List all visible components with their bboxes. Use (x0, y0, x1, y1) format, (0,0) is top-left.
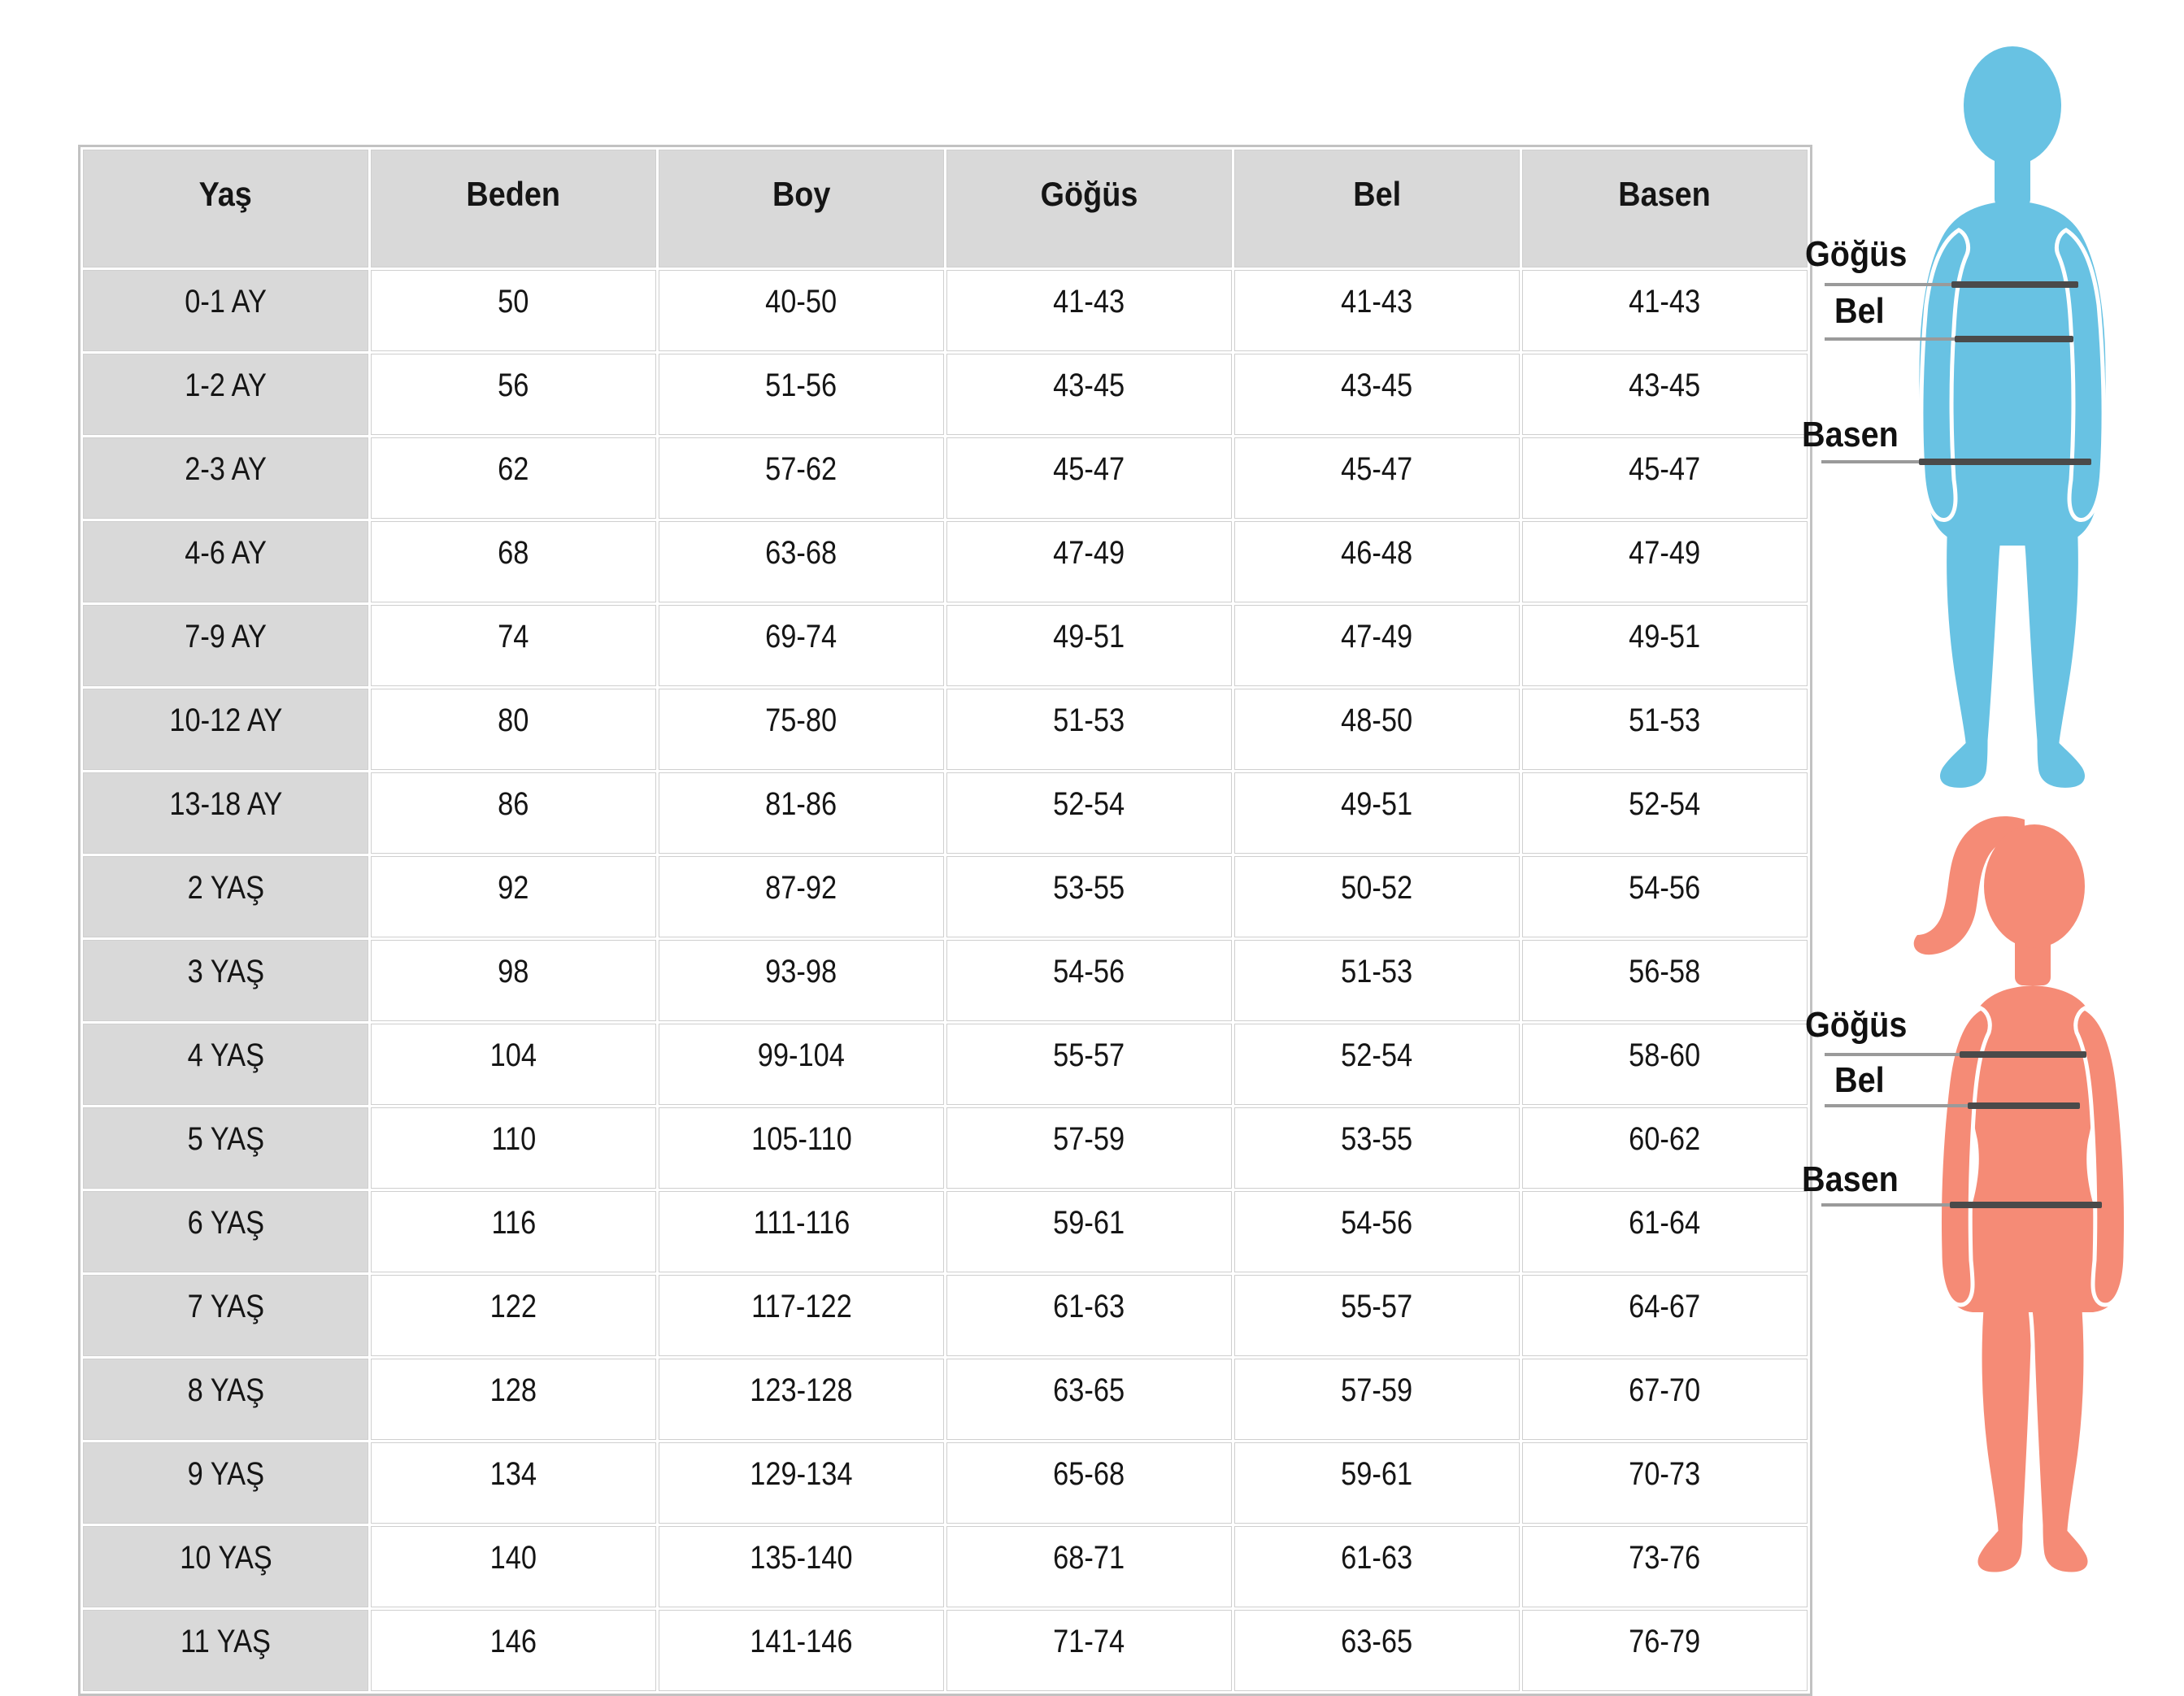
cell-value: 70-73 (1629, 1456, 1701, 1492)
cell-value: 10 YAŞ (179, 1540, 272, 1576)
boy-silhouette (1890, 37, 2134, 813)
cell-value: 6 YAŞ (187, 1205, 264, 1241)
cell-value: 65-68 (1053, 1456, 1125, 1492)
cell-value: 7-9 AY (185, 619, 267, 654)
cell-value: 4-6 AY (185, 535, 267, 571)
table-cell (1522, 1107, 1808, 1189)
row-header (83, 605, 368, 686)
cell-value: 116 (491, 1205, 536, 1241)
table-cell (659, 772, 944, 854)
table-cell (946, 270, 1232, 351)
row-header (83, 1107, 368, 1189)
table-cell (946, 772, 1232, 854)
cell-value: 57-59 (1053, 1121, 1125, 1157)
header-row (83, 150, 1808, 267)
table-cell (1522, 1191, 1808, 1272)
cell-value: 47-49 (1341, 619, 1413, 654)
boy-hip-measure-segment (1919, 459, 2091, 465)
table-cell (659, 856, 944, 937)
column-header-label: Bel (1353, 175, 1401, 213)
cell-value: 86 (498, 786, 529, 822)
cell-value: 0-1 AY (185, 284, 267, 320)
cell-value: 59-61 (1341, 1456, 1413, 1492)
column-header-label: Yaş (198, 175, 253, 213)
cell-value: 51-53 (1629, 702, 1701, 738)
cell-value: 68 (498, 535, 529, 571)
cell-value: 8 YAŞ (187, 1372, 264, 1408)
table-cell (371, 1526, 656, 1607)
girl-silhouette (1903, 805, 2163, 1589)
table-cell (1234, 437, 1520, 519)
table-cell (659, 1024, 944, 1105)
cell-value: 40-50 (765, 284, 837, 320)
column-header-label: Basen (1618, 175, 1712, 213)
cell-value: 51-53 (1341, 954, 1413, 989)
table-body (83, 270, 1808, 1691)
cell-value: 58-60 (1629, 1037, 1701, 1073)
row-header (83, 521, 368, 602)
table-cell (371, 605, 656, 686)
cell-value: 134 (489, 1456, 537, 1492)
table-cell (371, 1024, 656, 1105)
row-header (83, 1610, 368, 1691)
cell-value: 104 (489, 1037, 537, 1073)
column-header-label: Beden (466, 175, 561, 213)
table-cell (659, 689, 944, 770)
column-header (659, 150, 944, 267)
girl-chest-line (1825, 1053, 1975, 1056)
table-header (83, 150, 1808, 267)
table-cell (1522, 689, 1808, 770)
table-cell (946, 354, 1232, 435)
table-cell (659, 437, 944, 519)
row-header (83, 1191, 368, 1272)
table-cell (1234, 940, 1520, 1021)
cell-value: 98 (498, 954, 529, 989)
cell-value: 3 YAŞ (187, 954, 264, 989)
column-header (1522, 150, 1808, 267)
column-header-label: Boy (772, 175, 831, 213)
cell-value: 146 (489, 1624, 537, 1659)
cell-value: 62 (498, 451, 529, 487)
table-cell (371, 1191, 656, 1272)
table-cell (1234, 1024, 1520, 1105)
column-header (946, 150, 1232, 267)
cell-value: 122 (489, 1289, 537, 1324)
cell-value: 45-47 (1341, 451, 1413, 487)
row-header (83, 772, 368, 854)
cell-value: 46-48 (1341, 535, 1413, 571)
table-row (83, 1107, 1808, 1189)
table-cell (1522, 1275, 1808, 1356)
table-cell (1522, 270, 1808, 351)
table-row (83, 1610, 1808, 1691)
cell-value: 110 (491, 1121, 536, 1157)
cell-value: 41-43 (1341, 284, 1413, 320)
girl-chest-measure-segment (1960, 1051, 2086, 1058)
table-cell (371, 1359, 656, 1440)
row-header (83, 689, 368, 770)
cell-value: 74 (498, 619, 529, 654)
table-cell (371, 1610, 656, 1691)
cell-value: 54-56 (1341, 1205, 1413, 1241)
column-header (1234, 150, 1520, 267)
table-cell (371, 856, 656, 937)
girl-hip-label: Basen (1802, 1159, 1899, 1199)
cell-value: 50 (498, 284, 529, 320)
row-header (83, 270, 368, 351)
cell-value: 53-55 (1053, 870, 1125, 906)
table-cell (371, 1275, 656, 1356)
cell-value: 64-67 (1629, 1289, 1701, 1324)
cell-value: 73-76 (1629, 1540, 1701, 1576)
cell-value: 140 (489, 1540, 537, 1576)
table-cell (1522, 856, 1808, 937)
table-row (83, 1442, 1808, 1524)
row-header (83, 940, 368, 1021)
table-row (83, 354, 1808, 435)
cell-value: 71-74 (1053, 1624, 1125, 1659)
table-row (83, 1275, 1808, 1356)
table-cell (946, 689, 1232, 770)
table-row (83, 605, 1808, 686)
boy-hip-label: Basen (1802, 415, 1899, 454)
cell-value: 57-62 (765, 451, 837, 487)
cell-value: 56 (498, 367, 529, 403)
cell-value: 51-56 (765, 367, 837, 403)
cell-value: 93-98 (765, 954, 837, 989)
cell-value: 67-70 (1629, 1372, 1701, 1408)
table-cell (1234, 1359, 1520, 1440)
cell-value: 63-68 (765, 535, 837, 571)
table-cell (946, 1024, 1232, 1105)
table-row (83, 1359, 1808, 1440)
table-row (83, 940, 1808, 1021)
cell-value: 92 (498, 870, 529, 906)
table-cell (371, 437, 656, 519)
table-cell (946, 1275, 1232, 1356)
table-cell (1234, 1610, 1520, 1691)
table-cell (1522, 940, 1808, 1021)
cell-value: 41-43 (1053, 284, 1125, 320)
table-cell (946, 1107, 1232, 1189)
cell-value: 68-71 (1053, 1540, 1125, 1576)
cell-value: 81-86 (765, 786, 837, 822)
table-cell (1234, 270, 1520, 351)
table-row (83, 1024, 1808, 1105)
table-cell (659, 1442, 944, 1524)
cell-value: 9 YAŞ (187, 1456, 264, 1492)
cell-value: 53-55 (1341, 1121, 1413, 1157)
row-header (83, 1526, 368, 1607)
row-header (83, 437, 368, 519)
cell-value: 57-59 (1341, 1372, 1413, 1408)
table-cell (946, 1610, 1232, 1691)
cell-value: 56-58 (1629, 954, 1701, 989)
table-cell (1522, 772, 1808, 854)
cell-value: 60-62 (1629, 1121, 1701, 1157)
table-cell (1522, 605, 1808, 686)
table-cell (1234, 1275, 1520, 1356)
table-cell (946, 1526, 1232, 1607)
column-header (371, 150, 656, 267)
cell-value: 13-18 AY (169, 786, 282, 822)
table-cell (659, 1191, 944, 1272)
table-cell (371, 521, 656, 602)
table-row (83, 437, 1808, 519)
boy-chest-line (1825, 283, 1967, 286)
row-header (83, 856, 368, 937)
cell-value: 135-140 (750, 1540, 853, 1576)
cell-value: 61-63 (1341, 1540, 1413, 1576)
table-cell (1234, 856, 1520, 937)
table-cell (659, 1359, 944, 1440)
cell-value: 49-51 (1341, 786, 1413, 822)
cell-value: 59-61 (1053, 1205, 1125, 1241)
cell-value: 105-110 (750, 1121, 852, 1157)
cell-value: 41-43 (1629, 284, 1701, 320)
girl-waist-label: Bel (1834, 1060, 1885, 1100)
table-cell (1234, 1442, 1520, 1524)
table-row (83, 1191, 1808, 1272)
table-cell (659, 270, 944, 351)
cell-value: 75-80 (765, 702, 837, 738)
girl-hip-line (1821, 1203, 1964, 1207)
table-cell (1234, 689, 1520, 770)
girl-hip-measure-segment (1950, 1202, 2102, 1208)
boy-hip-line (1821, 460, 1935, 463)
table-cell (659, 1526, 944, 1607)
column-header-label: Göğüs (1040, 175, 1138, 213)
cell-value: 141-146 (750, 1624, 853, 1659)
table-cell (946, 856, 1232, 937)
table-cell (371, 940, 656, 1021)
table-row (83, 772, 1808, 854)
table-cell (1522, 1526, 1808, 1607)
table-row (83, 856, 1808, 937)
cell-value: 47-49 (1629, 535, 1701, 571)
table-cell (1522, 1442, 1808, 1524)
cell-value: 49-51 (1629, 619, 1701, 654)
table-cell (946, 437, 1232, 519)
boy-waist-line (1825, 337, 1969, 341)
table-cell (1234, 354, 1520, 435)
cell-value: 52-54 (1053, 786, 1125, 822)
table-cell (659, 605, 944, 686)
table-cell (1522, 521, 1808, 602)
cell-value: 52-54 (1629, 786, 1701, 822)
boy-waist-measure-segment (1955, 336, 2073, 342)
cell-value: 63-65 (1053, 1372, 1125, 1408)
girl-waist-line (1825, 1104, 1982, 1107)
cell-value: 52-54 (1341, 1037, 1413, 1073)
cell-value: 1-2 AY (185, 367, 267, 403)
table-cell (371, 689, 656, 770)
cell-value: 61-64 (1629, 1205, 1701, 1241)
cell-value: 129-134 (750, 1456, 853, 1492)
table-cell (1234, 521, 1520, 602)
table-cell (946, 521, 1232, 602)
table-cell (371, 772, 656, 854)
cell-value: 117-122 (750, 1289, 852, 1324)
row-header (83, 354, 368, 435)
cell-value: 50-52 (1341, 870, 1413, 906)
cell-value: 5 YAŞ (187, 1121, 264, 1157)
table-cell (946, 1191, 1232, 1272)
row-header (83, 1275, 368, 1356)
table-row (83, 689, 1808, 770)
table-cell (1522, 437, 1808, 519)
girl-chest-label: Göğüs (1805, 1005, 1908, 1045)
cell-value: 63-65 (1341, 1624, 1413, 1659)
cell-value: 87-92 (765, 870, 837, 906)
table-cell (659, 1610, 944, 1691)
table-cell (1234, 605, 1520, 686)
cell-value: 123-128 (750, 1372, 853, 1408)
cell-value: 47-49 (1053, 535, 1125, 571)
cell-value: 55-57 (1053, 1037, 1125, 1073)
cell-value: 48-50 (1341, 702, 1413, 738)
table-cell (946, 605, 1232, 686)
table-cell (659, 940, 944, 1021)
table-cell (946, 1442, 1232, 1524)
row-header (83, 1359, 368, 1440)
cell-value: 43-45 (1053, 367, 1125, 403)
cell-value: 45-47 (1053, 451, 1125, 487)
table-cell (659, 1107, 944, 1189)
cell-value: 128 (489, 1372, 537, 1408)
size-table (78, 145, 1812, 1696)
cell-value: 45-47 (1629, 451, 1701, 487)
table-row (83, 1526, 1808, 1607)
table-cell (1234, 772, 1520, 854)
table-cell (1234, 1107, 1520, 1189)
cell-value: 11 YAŞ (181, 1624, 271, 1659)
table-cell (1522, 1610, 1808, 1691)
cell-value: 99-104 (757, 1037, 846, 1073)
table-cell (371, 354, 656, 435)
row-header (83, 1024, 368, 1105)
cell-value: 69-74 (765, 619, 837, 654)
table-cell (371, 270, 656, 351)
cell-value: 111-116 (753, 1205, 850, 1241)
cell-value: 54-56 (1053, 954, 1125, 989)
cell-value: 7 YAŞ (187, 1289, 264, 1324)
row-header (83, 1442, 368, 1524)
table-cell (1522, 1024, 1808, 1105)
cell-value: 2 YAŞ (187, 870, 264, 906)
table-cell (659, 354, 944, 435)
cell-value: 80 (498, 702, 529, 738)
table-row (83, 521, 1808, 602)
cell-value: 76-79 (1629, 1624, 1701, 1659)
column-header (83, 150, 368, 267)
cell-value: 43-45 (1629, 367, 1701, 403)
table-cell (1522, 1359, 1808, 1440)
table-row (83, 270, 1808, 351)
table-cell (371, 1442, 656, 1524)
girl-waist-measure-segment (1968, 1102, 2080, 1109)
cell-value: 10-12 AY (169, 702, 282, 738)
boy-waist-label: Bel (1834, 291, 1885, 331)
cell-value: 2-3 AY (185, 451, 267, 487)
boy-chest-label: Göğüs (1805, 234, 1908, 274)
cell-value: 51-53 (1053, 702, 1125, 738)
boy-chest-measure-segment (1951, 281, 2078, 288)
table-cell (1234, 1191, 1520, 1272)
cell-value: 54-56 (1629, 870, 1701, 906)
table-cell (1522, 354, 1808, 435)
table-cell (946, 1359, 1232, 1440)
cell-value: 55-57 (1341, 1289, 1413, 1324)
cell-value: 4 YAŞ (187, 1037, 264, 1073)
cell-value: 43-45 (1341, 367, 1413, 403)
table-cell (371, 1107, 656, 1189)
table-cell (1234, 1526, 1520, 1607)
table-cell (659, 1275, 944, 1356)
cell-value: 49-51 (1053, 619, 1125, 654)
table-cell (946, 940, 1232, 1021)
cell-value: 61-63 (1053, 1289, 1125, 1324)
table-cell (659, 521, 944, 602)
